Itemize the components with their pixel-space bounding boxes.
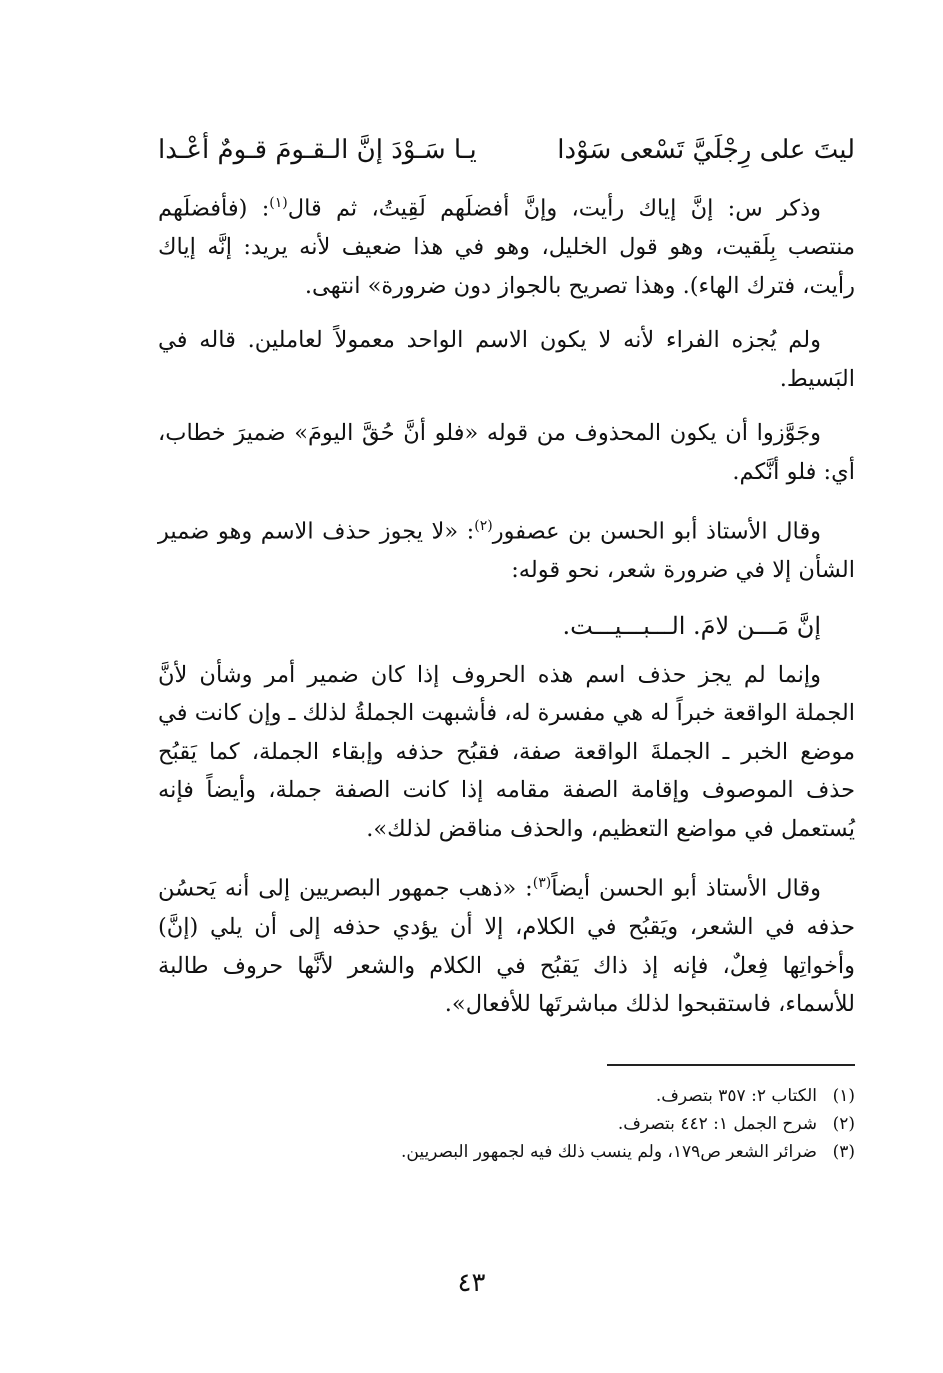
footnote-ref[interactable]: (٣) [532,875,552,891]
paragraph-text: : (فأفضلَهم منتصب بِلَقيت، وهو قول الخليل، وهو في هذا ضعيف لأنه يريد: إنَّه إياك رأيت، فترك الهاء). وهذا تصريح بالجواز دون ضرورة» انتهى. [158,195,855,299]
footnote-divider [607,1064,855,1066]
footnote-ref[interactable]: (٢) [474,518,493,534]
footnote-ref[interactable]: (١) [269,195,288,211]
page-number: ٤٣ [457,1268,486,1298]
paragraph-text: وجَوَّزوا أن يكون المحذوف من قوله «فلو أنَّ حُقَّ اليومَ» ضميرَ خطاب، أي: فلو أنَّكم. [158,420,855,485]
paragraph [158,184,855,305]
footnote [158,1138,855,1166]
footnote [158,1082,855,1110]
footnote-number: (٢) [832,1113,855,1134]
paragraph [158,507,855,590]
paragraph-text: وإنما لم يجز حذف اسم هذه الحروف إذا كان ضمير أمر وشأن لأنَّ الجملة الواقعة خبراً له هي مفسرة له، فأشبهت الجملةُ لذلك ـ وإن كانت في موضع الخبر ـ الجملةَ الواقعة صفة، فقبُح حذفه وإبقاء الجملة، كما يَقبُح حذف الموصوف وإقامة الصفة مقامه إذا كانت الصفة جملة، وأيضاً فإنه يُستعمل في مواضع التعظيم، والحذف مناقض لذلك». [158,661,855,842]
footnote-text: شرح الجمل ١: ٤٤٢ بتصرف. [617,1113,817,1134]
verse-line [158,130,855,170]
footnote-text: الكتاب ٢: ٣٥٧ بتصرف. [655,1085,817,1106]
paragraph-text: : «ذهب جمهور البصريين إلى أنه يَحسُن حذفه في الشعر، ويَقبُح في الكلام، إلا أن يؤدي حذفه إلى أن يلي (إنَّ) وأخواتِها فِعلٌ، فإنه إذ ذاك يَقبُح في الكلام والشعر لأنَّها حروف طالبة للأسماء، فاستقبحوا لذلك مباشرتَها للأفعال». [158,875,855,1017]
footnote-number: (١) [832,1085,855,1106]
verse-second-hemistich: يـا سَـوْدَ إنَّ الـقـومَ قـومٌ أعْـدا [158,135,477,165]
paragraph-text: وقال الأستاذ أبو الحسن أيضاً [551,875,821,902]
paragraph-text: وقال الأستاذ أبو الحسن بن عصفور [492,518,821,545]
quoted-hemistich: إنَّ مَـــن لامَ. الـــبـــيـــت. [562,611,821,640]
paragraph [158,864,855,1024]
footnote-number: (٣) [832,1141,855,1162]
paragraph [158,656,855,849]
paragraph [158,414,855,491]
footnote [158,1110,855,1138]
footnote-text: ضرائر الشعر ص١٧٩، ولم ينسب ذلك فيه لجمهور البصريين. [400,1141,817,1162]
verse-first-hemistich: ليتَ على رِجْلَيَّ تَسْعى سَوْدا [557,135,855,165]
paragraph-text: وذكر س: إنَّ إياك رأيت، وإنَّ أفضلَهم لَقِيتُ، ثم قال [287,195,821,222]
paragraph [158,321,855,398]
paragraph-text: ولم يُجزه الفراء لأنه لا يكون الاسم الواحد معمولاً لعاملين. قاله في البَسيط. [158,327,855,392]
paragraph-text: : «لا يجوز حذف الاسم وهو ضمير الشأن إلا في ضرورة شعر، نحو قوله: [158,518,855,583]
